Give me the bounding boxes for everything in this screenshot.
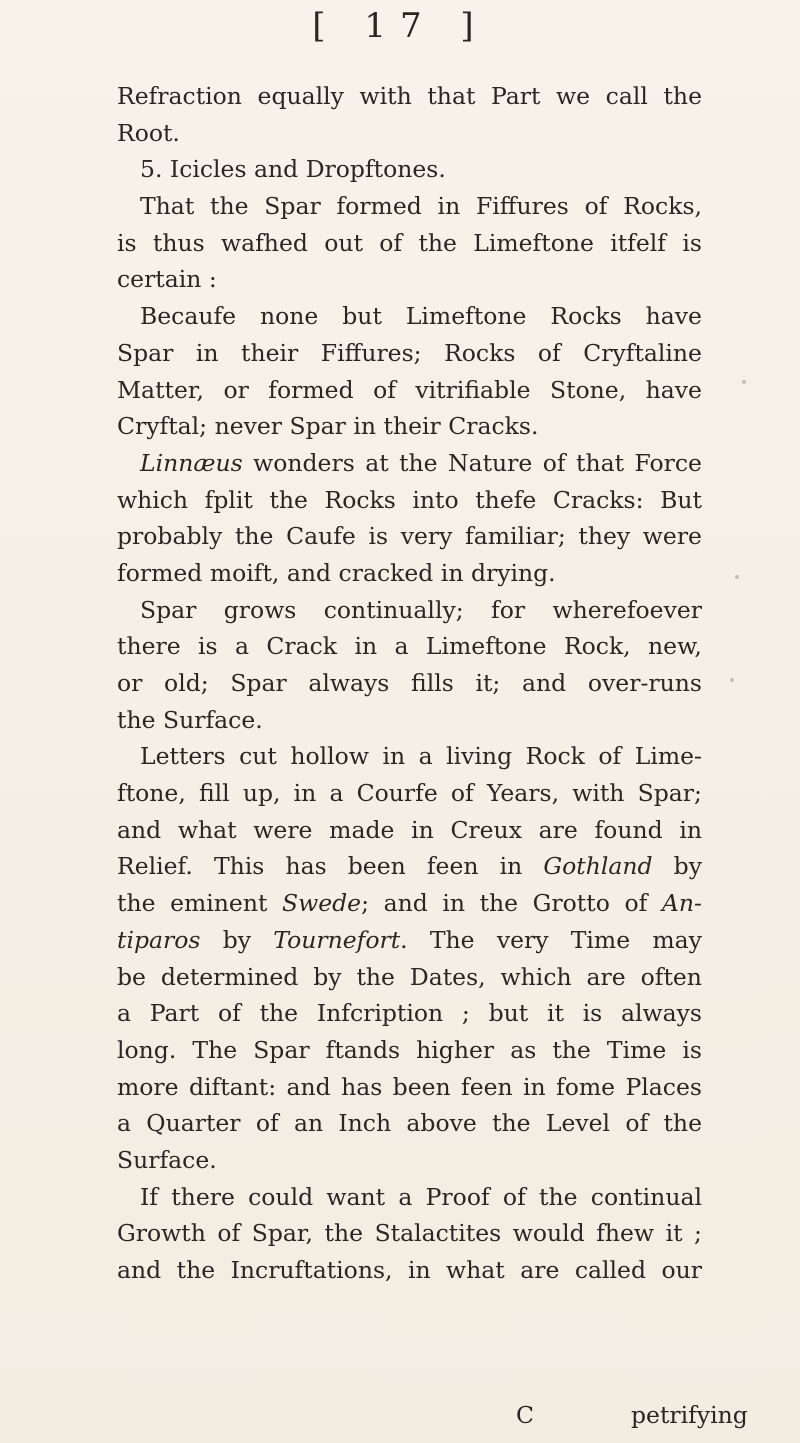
text-line: That the Spar formed in Fiffures of Rocks,: [140, 192, 702, 221]
text-line: probably the Caufe is very familiar; they were: [117, 522, 702, 551]
page-number: [ 17 ]: [312, 6, 488, 46]
text-line: a Quarter of an Inch above the Level of the: [117, 1109, 702, 1138]
text-line: Cryftal; never Spar in their Cracks.: [117, 412, 539, 441]
text-line: the eminent Swede; and in the Grotto of An-: [117, 889, 702, 918]
text-line: formed moift, and cracked in drying.: [117, 558, 556, 587]
text-line: is thus wafhed out of the Limeftone itfelf is: [117, 228, 702, 257]
text-line: ftone, fill up, in a Courfe of Years, with Spar;: [117, 779, 702, 808]
text-line: and what were made in Creux are found in: [117, 815, 702, 844]
text-line: which fplit the Rocks into thefe Cracks: But: [117, 485, 702, 514]
text-line: there is a Crack in a Limeftone Rock, new,: [117, 632, 702, 661]
text-line: long. The Spar ftands higher as the Time is: [117, 1035, 702, 1064]
text-line: If there could want a Proof of the continual: [140, 1182, 702, 1211]
text-line: Growth of Spar, the Stalactites would fhew it ;: [117, 1219, 702, 1248]
text-line: more diftant: and has been feen in fome Places: [117, 1072, 702, 1101]
text-line: or old; Spar always fills it; and over-runs: [117, 669, 702, 697]
text-line: tiparos by Tournefort. The very Time may: [117, 925, 702, 954]
catchword: petrifying: [631, 1401, 748, 1429]
text-line: 5. Icicles and Dropftones.: [140, 155, 446, 184]
text-line: Becaufe none but Limeftone Rocks have: [140, 302, 702, 331]
body-text: [117, 78, 702, 1289]
text-line: Matter, or formed of vitrifiable Stone, have: [117, 375, 702, 404]
text-line: Root.: [117, 118, 180, 147]
signature-mark: C: [516, 1401, 534, 1429]
page-footer: [117, 1397, 748, 1433]
text-line: Linnæus wonders at the Nature of that Force: [140, 448, 702, 477]
text-line: a Part of the Infcription ; but it is always: [117, 999, 702, 1028]
text-line: Surface.: [117, 1145, 217, 1174]
paper-speck: [735, 575, 739, 579]
text-line: Spar grows continually; for wherefoever: [140, 595, 702, 624]
text-line: Letters cut hollow in a living Rock of Lime-: [140, 742, 702, 771]
text-line: Relief. This has been feen in Gothland by: [117, 852, 702, 881]
text-line: certain :: [117, 265, 217, 294]
text-line: the Surface.: [117, 705, 263, 734]
paper-speck: [742, 380, 746, 384]
text-line: be determined by the Dates, which are often: [117, 962, 702, 991]
text-line: and the Incruftations, in what are called our: [117, 1256, 702, 1284]
paper-speck: [730, 678, 734, 682]
text-line: Refraction equally with that Part we call the: [117, 82, 702, 110]
text-line: Spar in their Fiffures; Rocks of Cryftaline: [117, 338, 702, 367]
